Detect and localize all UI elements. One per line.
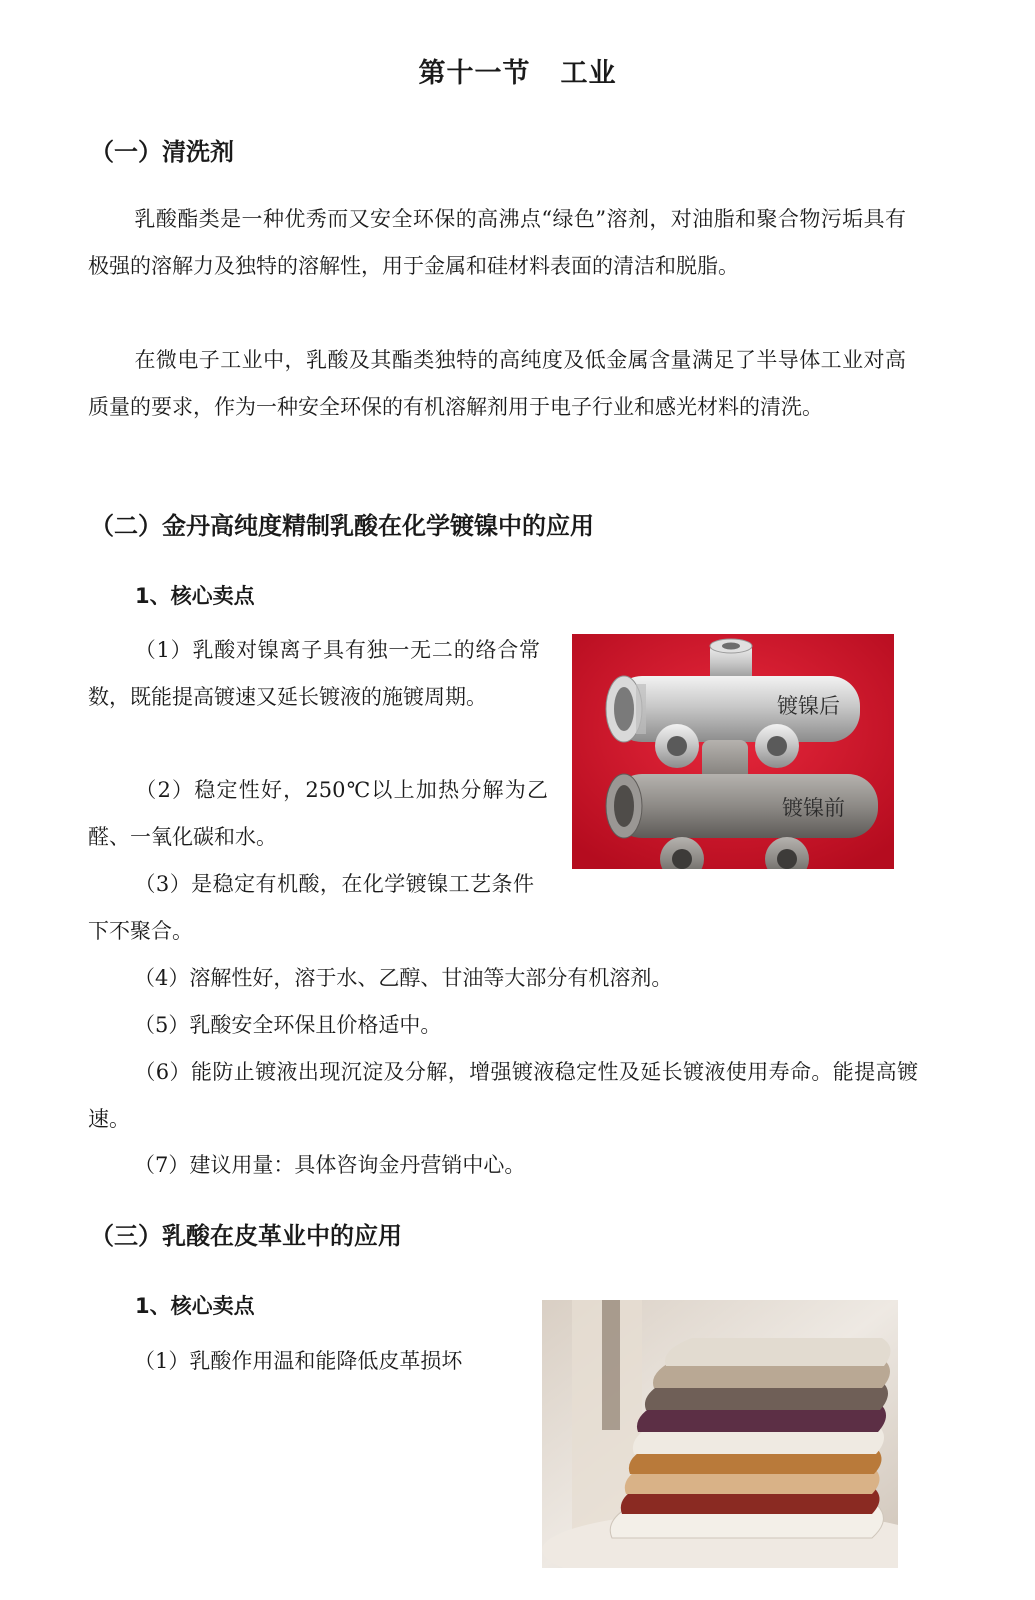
point-7 <box>88 1142 918 1189</box>
paragraph-cleaning-2 <box>88 337 906 431</box>
paragraph-cleaning-1 <box>88 196 906 290</box>
point-3-text: （3）是稳定有机酸，在化学镀镍工艺条件下不聚合。 <box>88 872 534 943</box>
page-title <box>0 54 1035 94</box>
point-6-text: （6）能防止镀液出现沉淀及分解，增强镀液稳定性及延长镀液使用寿命。能提高镀速。 <box>88 1060 918 1131</box>
point-1-text: （1）乳酸对镍离子具有独一无二的络合常数，既能提高镀速又延长镀液的施镀周期。 <box>88 638 540 709</box>
label-after-plating: 镀镍后 <box>777 694 840 718</box>
paragraph-cleaning-1-text: 乳酸酯类是一种优秀而又安全环保的高沸点“绿色”溶剂，对油脂和聚合物污垢具有极强的溶解力及独特的溶解性，用于金属和硅材料表面的清洁和脱脂。 <box>88 207 906 278</box>
point-4-text: （4）溶解性好，溶于水、乙醇、甘油等大部分有机溶剂。 <box>134 966 673 990</box>
subheading-nickel-selling-points: 1、核心卖点 <box>135 584 255 608</box>
label-before-plating: 镀镍前 <box>782 796 845 820</box>
point-1 <box>88 627 540 721</box>
point-2-text: （2）稳定性好，250℃以上加热分解为乙醛、一氧化碳和水。 <box>88 778 548 849</box>
paragraph-cleaning-2-text: 在微电子工业中，乳酸及其酯类独特的高纯度及低金属含量满足了半导体工业对高质量的要求，作为一种安全环保的有机溶解剂用于电子行业和感光材料的清洗。 <box>88 348 906 419</box>
subheading-leather-selling-points: 1、核心卖点 <box>135 1294 255 1318</box>
leather-point-1 <box>88 1338 528 1385</box>
point-2 <box>88 767 548 861</box>
point-6 <box>88 1049 918 1143</box>
leather-samples-illustration <box>542 1300 898 1568</box>
point-5 <box>88 1002 918 1049</box>
nickel-plating-photo <box>572 634 894 869</box>
point-7-text: （7）建议用量：具体咨询金丹营销中心。 <box>134 1153 526 1177</box>
title-part2: 工业 <box>560 58 617 89</box>
point-4 <box>88 955 918 1002</box>
title-part1: 第十一节 <box>418 58 531 89</box>
leather-samples-photo <box>542 1300 898 1568</box>
leather-point-1-text: （1）乳酸作用温和能降低皮革损坏 <box>134 1349 463 1373</box>
section-heading-nickel: （二）金丹高纯度精制乳酸在化学镀镍中的应用 <box>90 512 594 540</box>
section-heading-leather: （三）乳酸在皮革业中的应用 <box>90 1222 402 1250</box>
section-heading-cleaning: （一）清洗剂 <box>90 138 234 166</box>
point-5-text: （5）乳酸安全环保且价格适中。 <box>134 1013 442 1037</box>
nickel-plating-illustration <box>572 634 894 869</box>
point-3 <box>88 861 534 955</box>
